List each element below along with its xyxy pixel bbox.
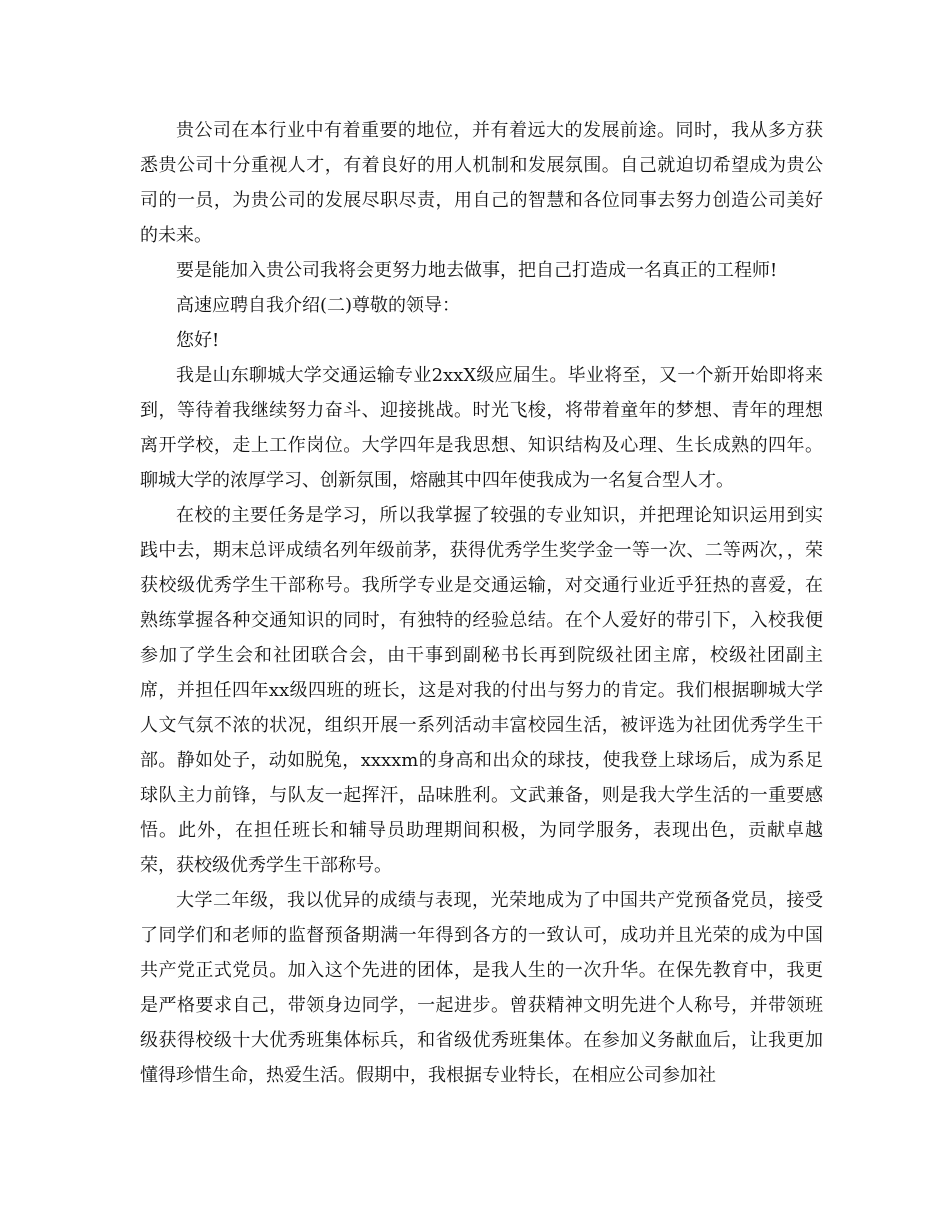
paragraph-greeting: 您好! [176,330,220,351]
paragraph-company-prospects: 贵公司在本行业中有着重要的地位，并有着远大的发展前途。同时，我从多方获悉贵公司十分重视人才，有着良好的用人机制和发展氛围。自己就迫切希望成为贵公司的一员，为贵公司的发展尽职尽责，用自己的智慧和各位同事去努力创造公司美好的未来。 [140,120,823,246]
paragraph-join-company: 要是能加入贵公司我将会更努力地去做事，把自己打造成一名真正的工程师! [176,260,778,281]
paragraph-self-intro: 我是山东聊城大学交通运输专业2xxX级应届生。毕业将至，又一个新开始即将来到，等待着我继续努力奋斗、迎接挑战。时光飞梭，将带着童年的梦想、青年的理想离开学校，走上工作岗位。大学四年是我思想、知识结构及心理、生长成熟的四年。聊城大学的浓厚学习、创新氛围，熔融其中四年使我成为一名复合型人才。 [140,365,823,491]
document-body [140,113,823,1093]
paragraph-sophomore-year: 大学二年级，我以优异的成绩与表现，光荣地成为了中国共产党预备党员，接受了同学们和老师的监督预备期满一年得到各方的一致认可，成功并且光荣的成为中国共产党正式党员。加入这个先进的团体，是我人生的一次升华。在保先教育中，我更是严格要求自己，带领身边同学，一起进步。曾获精神文明先进个人称号，并带领班级获得校级十大优秀班集体标兵，和省级优秀班集体。在参加义务献血后，让我更加懂得珍惜生命，热爱生活。假期中，我根据专业特长，在相应公司参加社 [140,890,823,1086]
paragraph-school-study: 在校的主要任务是学习，所以我掌握了较强的专业知识，并把理论知识运用到实践中去，期末总评成绩名列年级前茅，获得优秀学生奖学金一等一次、二等两次，，荣获校级优秀学生干部称号。我所学专业是交通运输，对交通行业近乎狂热的喜爱，在熟练掌握各种交通知识的同时，有独特的经验总结。在个人爱好的带引下，入校我便参加了学生会和社团联合会，由干事到副秘书长再到院级社团主席，校级社团副主席，并担任四年xx级四班的班长，这是对我的付出与努力的肯定。我们根据聊城大学人文气氛不浓的状况，组织开展一系列活动丰富校园生活，被评选为社团优秀学生干部。静如处子，动如脱兔，xxxxm的身高和出众的球技，使我登上球场后，成为系足球队主力前锋，与队友一起挥汗，品味胜利。文武兼备，则是我大学生活的一重要感悟。此外，在担任班长和辅导员助理期间积极，为同学服务，表现出色，贡献卓越荣，获校级优秀学生干部称号。 [140,505,823,876]
paragraph-section-heading: 高速应聘自我介绍(二)尊敬的领导： [176,295,461,316]
